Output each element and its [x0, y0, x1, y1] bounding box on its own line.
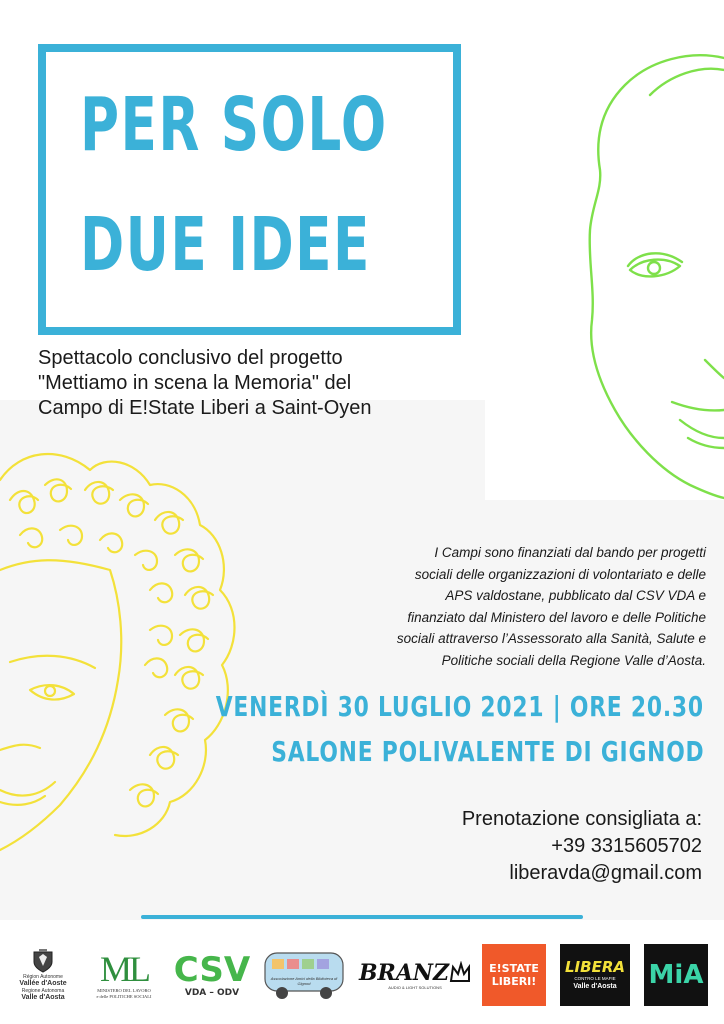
booking-label: Prenotazione consigliata a:	[461, 808, 702, 830]
funding-line-2: sociali delle organizzazioni di volontariato e delle	[414, 566, 706, 582]
libera-sub: CONTRO LE MAFIE	[574, 976, 616, 981]
subtitle-line-1: Spettacolo conclusivo del progetto	[38, 347, 343, 369]
libera-region: Valle d'Aosta	[573, 983, 617, 990]
logo-mia	[644, 944, 708, 1006]
event-date: VENERDÌ 30 LUGLIO 2021 | ORE 20.30	[215, 690, 704, 723]
booking-phone[interactable]: +39 3315605702	[551, 835, 702, 857]
regione-line-2: Vallée d'Aoste	[19, 980, 67, 987]
estate-line-2: LIBERI!	[491, 975, 537, 988]
branz-sub: AUDIO & LIGHT SOLUTIONS	[388, 984, 442, 990]
subtitle	[38, 346, 438, 421]
title-line-2: DUE IDEE	[80, 202, 371, 288]
logo-csv	[172, 946, 252, 1004]
coat-of-arms-icon	[30, 948, 56, 974]
branz-mark: BRANZ	[358, 959, 450, 986]
csv-mark: CSV	[173, 949, 251, 990]
logo-branz	[357, 946, 473, 1004]
face-drawing-green-icon	[570, 30, 724, 510]
logo-bus	[262, 946, 346, 1004]
subtitle-line-2: "Mettiamo in scena la Memoria" del	[38, 372, 352, 394]
divider	[141, 915, 583, 919]
ministero-line-1: MINISTERO DEL LAVORO	[97, 988, 151, 993]
booking-info	[462, 806, 702, 887]
crown-icon	[449, 961, 471, 985]
face-drawing-yellow-icon	[0, 440, 250, 890]
ministero-line-2: e delle POLITICHE SOCIALI	[96, 994, 152, 999]
logo-ministero	[86, 946, 162, 1004]
subtitle-line-3: Campo di E!State Liberi a Saint-Oyen	[38, 397, 372, 419]
title-line-1: PER SOLO	[80, 82, 388, 168]
logo-regione	[14, 946, 72, 1004]
mia-mark: MiA	[648, 960, 704, 990]
ministero-mark: ML	[100, 949, 148, 989]
libera-mark: LIBERA	[565, 958, 625, 976]
funding-line-4: finanziato dal Ministero del lavoro e delle Politiche	[407, 609, 706, 625]
bus-icon	[262, 947, 346, 1003]
funding-line-5: sociali attraverso l’Assessorato alla Sanità, Salute e	[396, 631, 706, 646]
funding-note	[266, 542, 706, 671]
estate-line-1: E!STATE	[489, 962, 539, 975]
booking-email[interactable]: liberavda@gmail.com	[509, 862, 702, 884]
funding-line-1: I Campi sono finanziati dal bando per progetti	[434, 545, 706, 560]
logo-estate-liberi	[482, 944, 546, 1006]
regione-line-1: Région Autonome	[23, 974, 63, 980]
regione-line-3: Regione Autonoma	[21, 988, 65, 994]
csv-sub: VDA – ODV	[184, 987, 240, 998]
funding-line-3: APS valdostane, pubblicato dal CSV VDA e	[445, 588, 706, 603]
regione-line-4: Valle d'Aosta	[21, 994, 65, 1001]
title-box	[38, 44, 461, 335]
sponsor-logos	[0, 940, 724, 1010]
event-place: SALONE POLIVALENTE DI GIGNOD	[270, 735, 704, 768]
bus-caption: Associazione Amici della Biblioteca di Gignod	[270, 976, 338, 986]
logo-libera	[560, 944, 630, 1006]
funding-line-6: Politiche sociali della Regione Valle d’Aosta.	[441, 652, 706, 668]
